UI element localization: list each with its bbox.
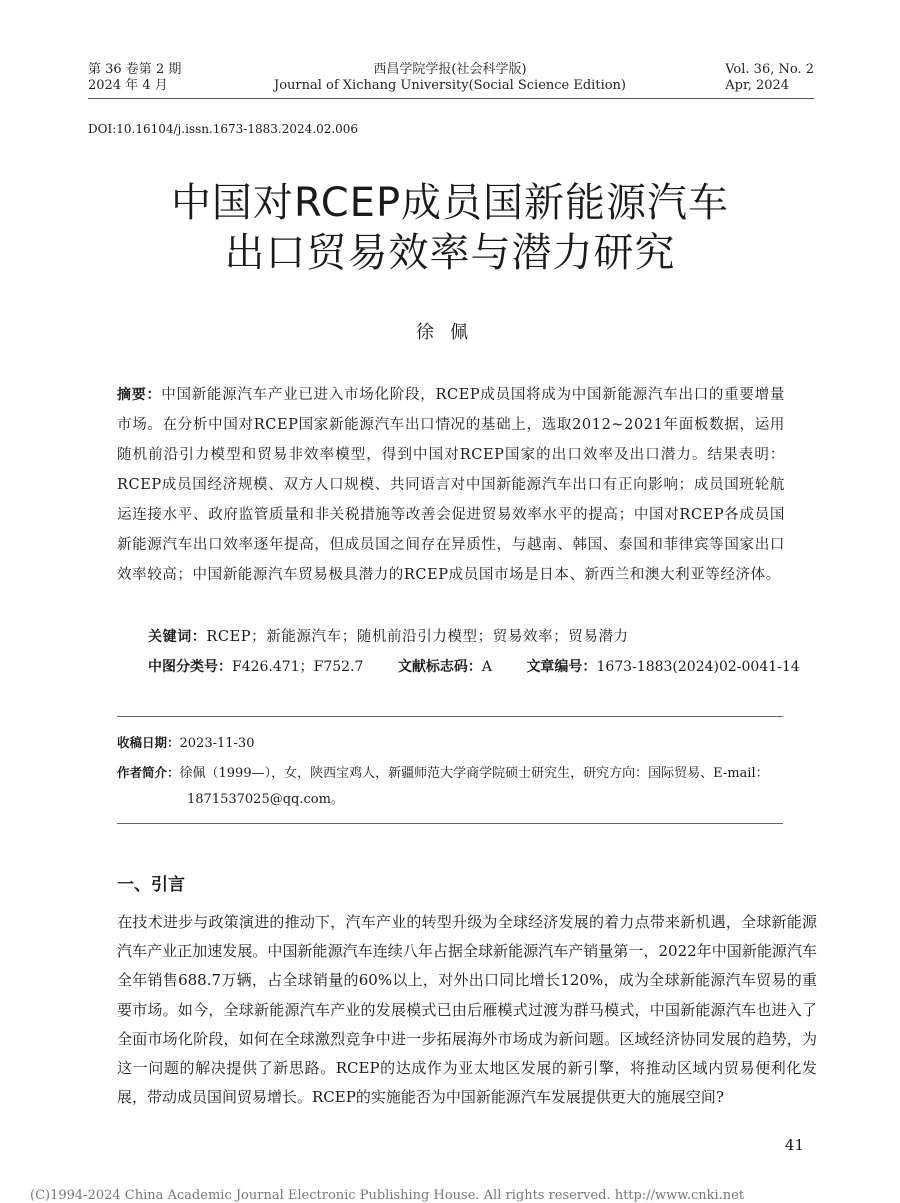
title-line-2: 出口贸易效率与潜力研究 xyxy=(224,230,676,276)
doc-code-label: 文献标志码： xyxy=(397,659,482,675)
paper-title xyxy=(0,178,900,278)
meta-bottom-divider xyxy=(117,823,783,824)
body-text: 在技术进步与政策演进的推动下，汽车产业的转型升级为全球经济发展的着力点带来新机遇，全球新能源汽车产业正加速发展。中国新能源汽车连续八年占据全球新能源汽车产销量第一，2022年中国新能源汽车全年销售688.7万辆，占全球销量的60%以上，对外出口同比增长120%，成为全球新能源汽车贸易的重要市场。如今，全球新能源汽车产业的发展模式已由后雁模式过渡为群马模式，中国新能源汽车也进入了全面市场化阶段，如何在全球激烈竞争中进一步拓展海外市场成为新问题。区域经济协同发展的趋势，为这一问题的解决提供了新思路。RCEP的达成作为亚太地区发展的新引擎，将推动区域内贸易便利化发展，带动成员国间贸易增长。RCEP的实施能否为中国新能源汽车发展提供更大的施展空间? xyxy=(117,913,817,1107)
header-divider xyxy=(88,98,814,99)
meta-top-divider xyxy=(117,716,783,717)
issue-volume: 第 36 卷第 2 期 xyxy=(88,62,182,77)
abstract xyxy=(117,380,785,590)
received-value: 2023-11-30 xyxy=(179,736,255,751)
author-bio-label: 作者简介： xyxy=(117,765,180,780)
classification-info xyxy=(148,652,808,682)
author-bio-line-2: 1871537025@qq.com。 xyxy=(187,792,344,807)
journal-volume-en xyxy=(725,62,814,94)
abstract-text: 中国新能源汽车产业已进入市场化阶段，RCEP成员国将成为中国新能源汽车出口的重要增量市场。在分析中国对RCEP国家新能源汽车出口情况的基础上，选取2012~2021年面板数据，运用随机前沿引力模型和贸易非效率模型，得到中国对RCEP国家的出口效率及出口潜力。结果表明：RCEP成员国经济规模、双方人口规模、共同语言对中国新能源汽车出口有正向影响；成员国班轮航运连接水平、政府监管质量和非关税措施等改善会促进贸易效率水平的提高；中国对RCEP各成员国新能源汽车出口效率逐年提高，但成员国之间存在异质性，与越南、韩国、泰国和菲律宾等国家出口效率较高；中国新能源汽车贸易极具潜力的RCEP成员国市场是日本、新西兰和澳大利亚等经济体。 xyxy=(117,387,785,583)
clc-label: 中图分类号： xyxy=(148,659,232,675)
volume-number-en: Vol. 36, No. 2 xyxy=(725,62,814,77)
page-number: 41 xyxy=(784,1136,804,1154)
keywords-text: RCEP；新能源汽车；随机前沿引力模型；贸易效率；贸易潜力 xyxy=(206,629,629,645)
copyright-footer: (C)1994-2024 China Academic Journal Electronic Publishing House. All rights reserved. http://www.cnki.net xyxy=(30,1188,745,1203)
clc-value: F426.471；F752.7 xyxy=(232,659,364,675)
doi: DOI:10.16104/j.issn.1673-1883.2024.02.006 xyxy=(88,122,359,136)
article-number-value: 1673-1883(2024)02-0041-14 xyxy=(596,659,800,675)
section-heading: 一、引言 xyxy=(117,875,185,895)
doc-code-value: A xyxy=(481,659,492,675)
keywords-label: 关键词： xyxy=(148,629,207,645)
abstract-label: 摘要： xyxy=(117,387,162,403)
journal-name-cn: 西昌学院学报(社会科学版) xyxy=(373,62,527,77)
author-bio-line-1: 徐佩（1999—），女，陕西宝鸡人，新疆师范大学商学院硕士研究生，研究方向：国际贸易、E-mail： xyxy=(179,766,769,781)
journal-name-en: Journal of Xichang University(Social Science Edition) xyxy=(273,78,626,93)
issue-date-en: Apr, 2024 xyxy=(725,78,790,93)
body-paragraph xyxy=(117,908,817,1112)
author-name: 徐佩 xyxy=(416,322,484,343)
received-label: 收稿日期： xyxy=(117,735,180,750)
author-bio xyxy=(117,760,797,813)
received-date xyxy=(117,730,797,757)
issue-date: 2024 年 4 月 xyxy=(88,78,168,93)
keywords xyxy=(148,622,788,652)
title-line-1: 中国对RCEP成员国新能源汽车 xyxy=(170,180,730,226)
article-number-label: 文章编号： xyxy=(526,659,597,675)
